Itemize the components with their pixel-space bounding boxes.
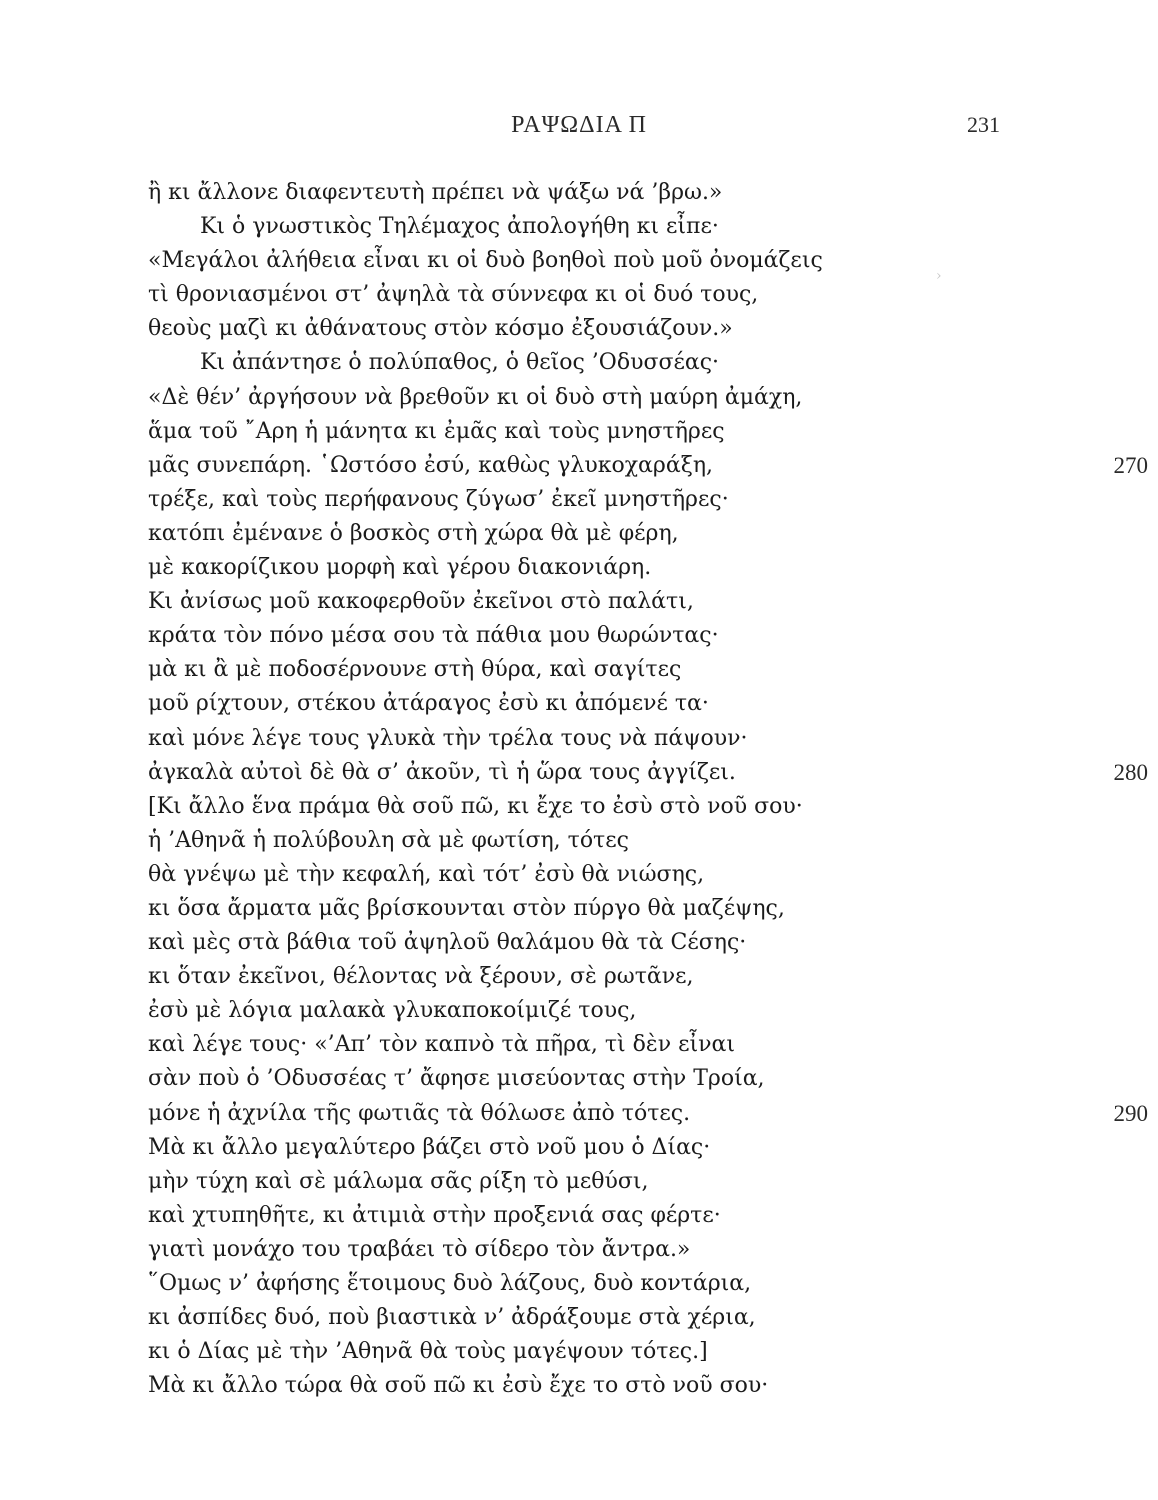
verse-text: κράτα τὸν πόνο μέσα σου τὰ πάθια μου θωρώντας· bbox=[148, 623, 719, 649]
verse-text: μοῦ ρίχτουν, στέκου ἀτάραγος ἐσὺ κι ἀπόμενέ τα· bbox=[148, 691, 709, 717]
verse-text: κι ὅσα ἄρματα μᾶς βρίσκουνται στὸν πύργο θὰ μαζέψης, bbox=[148, 895, 785, 921]
verse-text: σὰν ποὺ ὁ ’Οδυσσέας τ’ ἄφησε μισεύοντας στὴν Τροία, bbox=[148, 1066, 765, 1092]
verse-line bbox=[148, 1267, 908, 1301]
verse-text: Κι ἀνίσως μοῦ κακοφερθοῦν ἐκεῖνοι στὸ παλάτι, bbox=[148, 589, 694, 615]
verse-text: θεοὺς μαζὶ κι ἀθάνατους στὸν κόσμο ἐξουσιάζουν.» bbox=[148, 316, 733, 342]
verse-line bbox=[148, 756, 1148, 790]
verse-text: ἐσὺ μὲ λόγια μαλακὰ γλυκαποκοίμιζέ τους, bbox=[148, 998, 637, 1024]
verse-line bbox=[148, 312, 908, 346]
verse-text: Κι ὁ γνωστικὸς Τηλέμαχος ἀπολογήθη κι εἶπε· bbox=[200, 214, 719, 240]
verse-line bbox=[148, 1199, 908, 1233]
verse-text: «Δὲ θέν’ ἀργήσουν νὰ βρεθοῦν κι οἱ δυὸ στὴ μαύρη ἀμάχη, bbox=[148, 384, 803, 410]
verse-line bbox=[148, 1131, 908, 1165]
verse-line bbox=[148, 1097, 1148, 1131]
verse-text: «Μεγάλοι ἀλήθεια εἶναι κι οἱ δυὸ βοηθοὶ ποὺ μοῦ ὀνομάζεις bbox=[148, 248, 823, 274]
verse-text: ῞Ομως ν’ ἀφήσης ἕτοιμους δυὸ λάζους, δυὸ κοντάρια, bbox=[148, 1271, 752, 1296]
verse-text: μὴν τύχη καὶ σὲ μάλωμα σᾶς ρίξη τὸ μεθύσι, bbox=[148, 1168, 649, 1194]
verse-line bbox=[148, 1028, 908, 1062]
verse-text: γιατὶ μονάχο του τραβάει τὸ σίδερο τὸν ἄντρα.» bbox=[148, 1236, 691, 1262]
verse-line bbox=[148, 926, 908, 960]
verse-text: Μὰ κι ἄλλο μεγαλύτερο βάζει στὸ νοῦ μου ὁ Δίας· bbox=[148, 1134, 711, 1160]
verse-line bbox=[148, 1165, 908, 1199]
page-number: 231 bbox=[967, 112, 1000, 137]
verse-line bbox=[148, 551, 908, 585]
verse-text: ἢ κι ἄλλονε διαφεντευτὴ πρέπει νὰ ψάξω νά ’βρω.» bbox=[148, 180, 723, 205]
verse-line bbox=[148, 517, 908, 551]
verse-line bbox=[148, 960, 908, 994]
verse-line bbox=[148, 1233, 908, 1267]
verse-text: καὶ λέγε τους· «’Απ’ τὸν καπνὸ τὰ πῆρα, τὶ δὲν εἶναι bbox=[148, 1032, 735, 1058]
verse-text: μὰ κι ἂ μὲ ποδοσέρνουνε στὴ θύρα, καὶ σαγίτες bbox=[148, 657, 682, 683]
verse-line bbox=[148, 653, 908, 687]
verse-text: τρέξε, καὶ τοὺς περήφανους ζύγωσ’ ἐκεῖ μνηστῆρες· bbox=[148, 486, 729, 512]
verse-text: καὶ χτυπηθῆτε, κι ἀτιμιὰ στὴν προξενιά σας φέρτε· bbox=[148, 1202, 721, 1228]
verse-line bbox=[148, 858, 908, 892]
verse-text: Μὰ κι ἄλλο τώρα θὰ σοῦ πῶ κι ἐσὺ ἔχε το στὸ νοῦ σου· bbox=[148, 1373, 769, 1399]
verse-line bbox=[148, 790, 908, 824]
verse-line bbox=[148, 244, 908, 278]
poem-text-block bbox=[148, 176, 1148, 1403]
verse-line bbox=[148, 1335, 908, 1369]
verse-text: καὶ μὲς στὰ βάθια τοῦ ἀψηλοῦ θαλάμου θὰ τὰ Cέσης· bbox=[148, 930, 747, 956]
verse-line bbox=[148, 1369, 908, 1403]
line-number: 280 bbox=[1113, 759, 1148, 785]
verse-text: Κι ἀπάντησε ὁ πολύπαθος, ὁ θεῖος ’Οδυσσέας· bbox=[200, 350, 720, 376]
line-number: 290 bbox=[1113, 1100, 1148, 1126]
verse-text: μᾶς συνεπάρη. ῾Ωστόσο ἐσύ, καθὼς γλυκοχαράξη, bbox=[148, 452, 713, 478]
verse-text: τὶ θρονιασμένοι στ’ ἀψηλὰ τὰ σύννεφα κι οἱ δυό τους, bbox=[148, 282, 759, 308]
verse-line bbox=[148, 415, 908, 449]
verse-text: κι ὁ Δίας μὲ τὴν ’Αθηνᾶ θὰ τοὺς μαγέψουν τότες.] bbox=[148, 1339, 708, 1365]
verse-line bbox=[148, 892, 908, 926]
verse-text: κατόπι ἐμένανε ὁ βοσκὸς στὴ χώρα θὰ μὲ φέρη, bbox=[148, 520, 679, 546]
verse-text: μὲ κακορίζικου μορφὴ καὶ γέρου διακονιάρη. bbox=[148, 555, 652, 581]
verse-line bbox=[148, 176, 908, 210]
verse-line bbox=[148, 346, 908, 380]
running-header-title: ΡΑΨΩΔΙΑ Π bbox=[511, 112, 647, 138]
verse-line bbox=[148, 483, 908, 517]
verse-line bbox=[148, 687, 908, 721]
verse-line bbox=[148, 1062, 908, 1096]
verse-line bbox=[148, 722, 908, 756]
verse-text: κι ὅταν ἐκεῖνοι, θέλοντας νὰ ξέρουν, σὲ ρωτᾶνε, bbox=[148, 964, 694, 990]
verse-line bbox=[148, 449, 1148, 483]
margin-mark: › bbox=[936, 268, 942, 284]
verse-line bbox=[148, 994, 908, 1028]
verse-text: μόνε ἡ ἀχνίλα τῆς φωτιᾶς τὰ θόλωσε ἀπὸ τότες. bbox=[148, 1100, 691, 1126]
verse-text: θὰ γνέψω μὲ τὴν κεφαλή, καὶ τότ’ ἐσὺ θὰ νιώσης, bbox=[148, 861, 705, 887]
verse-text: ἡ ’Αθηνᾶ ἡ πολύβουλη σὰ μὲ φωτίση, τότες bbox=[148, 827, 629, 853]
verse-text: ἀγκαλὰ αὐτοὶ δὲ θὰ σ’ ἀκοῦν, τὶ ἡ ὥρα τους ἀγγίζει. bbox=[148, 759, 736, 785]
verse-line bbox=[148, 585, 908, 619]
verse-text: καὶ μόνε λέγε τους γλυκὰ τὴν τρέλα τους νὰ πάψουν· bbox=[148, 725, 748, 751]
verse-text: ἅμα τοῦ ῎Αρη ἡ μάνητα κι ἐμᾶς καὶ τοὺς μνηστῆρες bbox=[148, 418, 725, 444]
verse-line bbox=[148, 1301, 908, 1335]
verse-text: [Κι ἄλλο ἕνα πράμα θὰ σοῦ πῶ, κι ἔχε το ἐσὺ στὸ νοῦ σου· bbox=[148, 793, 803, 819]
verse-line bbox=[148, 619, 908, 653]
verse-line bbox=[148, 381, 908, 415]
verse-line bbox=[148, 210, 908, 244]
verse-line bbox=[148, 278, 908, 312]
line-number: 270 bbox=[1113, 452, 1148, 478]
verse-line bbox=[148, 824, 908, 858]
verse-text: κι ἀσπίδες δυό, ποὺ βιαστικὰ ν’ ἀδράξουμε στὰ χέρια, bbox=[148, 1305, 756, 1331]
